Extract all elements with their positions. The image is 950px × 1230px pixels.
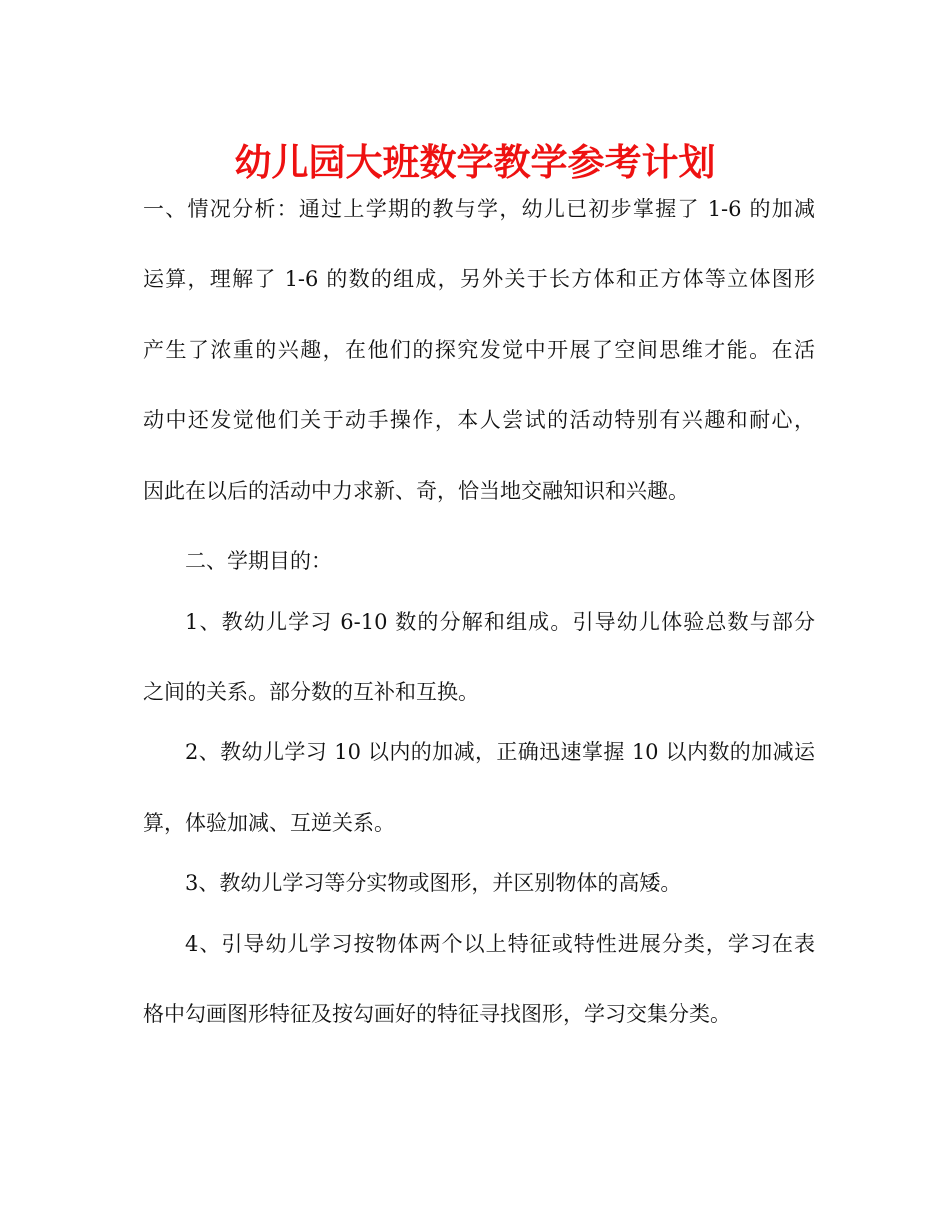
paragraph-line: 运算，理解了 1-6 的数的组成，另外关于长方体和正方体等立体图形 bbox=[143, 267, 815, 291]
list-item-line: 1、教幼儿学习 6-10 数的分解和组成。引导幼儿体验总数与部分 bbox=[185, 610, 815, 634]
paragraph-line: 动中还发觉他们关于动手操作，本人尝试的活动特别有兴趣和耐心， bbox=[143, 408, 815, 432]
paragraph-line: 因此在以后的活动中力求新、奇，恰当地交融知识和兴趣。 bbox=[143, 479, 689, 503]
section-heading: 二、学期目的： bbox=[185, 549, 332, 573]
list-item-line: 3、教幼儿学习等分实物或图形，并区别物体的高矮。 bbox=[185, 871, 682, 895]
list-item-line: 格中勾画图形特征及按勾画好的特征寻找图形，学习交集分类。 bbox=[143, 1002, 731, 1026]
list-item-line: 2、教幼儿学习 10 以内的加减，正确迅速掌握 10 以内数的加减运 bbox=[185, 740, 815, 764]
paragraph-line: 产生了浓重的兴趣，在他们的探究发觉中开展了空间思维才能。在活 bbox=[143, 338, 815, 362]
document-title: 幼儿园大班数学教学参考计划 bbox=[234, 141, 716, 184]
list-item-line: 4、引导幼儿学习按物体两个以上特征或特性进展分类，学习在表 bbox=[185, 932, 815, 956]
list-item-line: 之间的关系。部分数的互补和互换。 bbox=[143, 680, 479, 704]
list-item-line: 算，体验加减、互逆关系。 bbox=[143, 811, 395, 835]
paragraph-line: 一、情况分析：通过上学期的教与学，幼儿已初步掌握了 1-6 的加减 bbox=[143, 197, 815, 221]
